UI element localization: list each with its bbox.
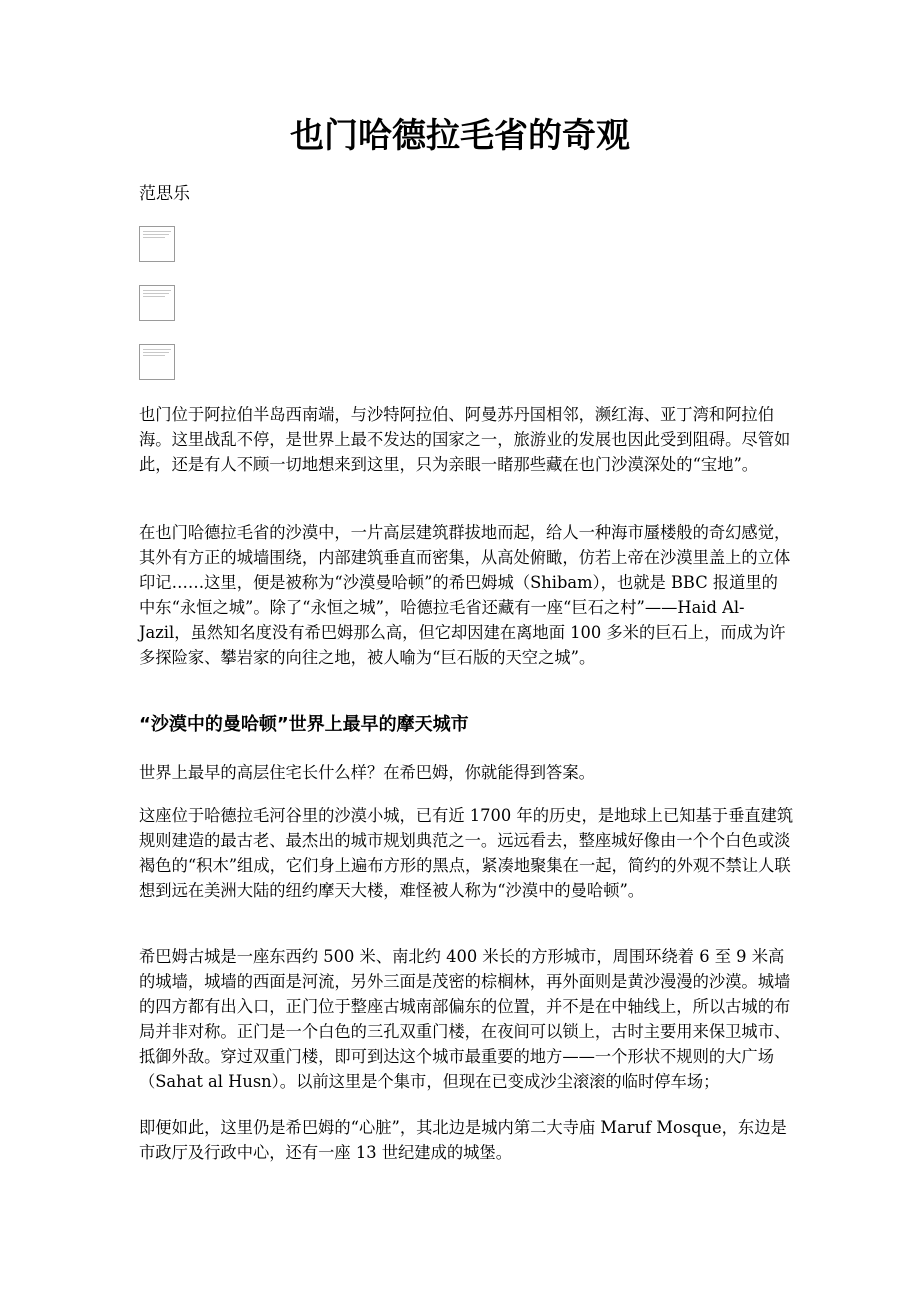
paragraph: 这座位于哈德拉毛河谷里的沙漠小城，已有近 1700 年的历史，是地球上已知基于垂直建筑规则建造的最古老、最杰出的城市规划典范之一。远远看去，整座城好像由一个个白色或淡褐色的“积木”组成，它们身上遍布方形的黑点，紧凑地聚集在一起，简约的外观不禁让人联想到远在美洲大陆的纽约摩天大楼，难怪被人称为“沙漠中的曼哈顿”。 xyxy=(139,806,794,900)
section-paragraph-4 xyxy=(139,1115,794,1165)
section-heading: “沙漠中的曼哈顿”世界上最早的摩天城市 xyxy=(139,714,469,735)
intro-paragraph-1 xyxy=(139,402,794,477)
paragraph: 也门位于阿拉伯半岛西南端，与沙特阿拉伯、阿曼苏丹国相邻，濒红海、亚丁湾和阿拉伯海。这里战乱不停，是世界上最不发达的国家之一，旅游业的发展也因此受到阻碍。尽管如此，还是有人不顾一切地想来到这里，只为亲眼一睹那些藏在也门沙漠深处的“宝地”。 xyxy=(139,405,791,474)
paragraph: 在也门哈德拉毛省的沙漠中，一片高层建筑群拔地而起，给人一种海市蜃楼般的奇幻感觉，其外有方正的城墙围绕，内部建筑垂直而密集，从高处俯瞰，仿若上帝在沙漠里盖上的立体印记……这里，便是被称为“沙漠曼哈顿”的希巴姆城（Shibam），也就是 BBC 报道里的中东“永恒之城”。除了“永恒之城”，哈德拉毛省还藏有一座“巨石之村”——Haid Al-Jazil，虽然知名度没有希巴姆那么高，但它却因建在离地面 100 多米的巨石上，而成为许多探险家、攀岩家的向往之地，被人喻为“巨石版的天空之城”。 xyxy=(139,523,791,667)
paragraph: 希巴姆古城是一座东西约 500 米、南北约 400 米长的方形城市，周围环绕着 6 至 9 米高的城墙，城墙的西面是河流，另外三面是茂密的棕榈林，再外面则是黄沙漫漫的沙漠。城墙的四方都有出入口，正门位于整座古城南部偏东的位置，并不是在中轴线上，所以古城的布局并非对称。正门是一个白色的三孔双重门楼，在夜间可以锁上，古时主要用来保卫城市、抵御外敌。穿过双重门楼，即可到达这个城市最重要的地方——一个形状不规则的大广场（Sahat al Husn）。以前这里是个集市，但现在已变成沙尘滚滚的临时停车场； xyxy=(139,947,791,1091)
paragraph: 世界上最早的高层住宅长什么样？在希巴姆，你就能得到答案。 xyxy=(139,763,595,782)
image-placeholder-icon xyxy=(139,226,175,262)
image-placeholder-icon xyxy=(139,285,175,321)
paragraph: 即便如此，这里仍是希巴姆的“心脏”，其北边是城内第二大寺庙 Maruf Mosque，东边是市政厅及行政中心，还有一座 13 世纪建成的城堡。 xyxy=(139,1118,787,1162)
section-paragraph-1 xyxy=(139,760,794,785)
document-title: 也门哈德拉毛省的奇观 xyxy=(290,116,630,156)
image-placeholder-icon xyxy=(139,344,175,380)
section-paragraph-2 xyxy=(139,803,794,903)
author-name: 范思乐 xyxy=(139,184,190,204)
section-paragraph-3 xyxy=(139,944,794,1094)
intro-paragraph-2 xyxy=(139,520,794,670)
